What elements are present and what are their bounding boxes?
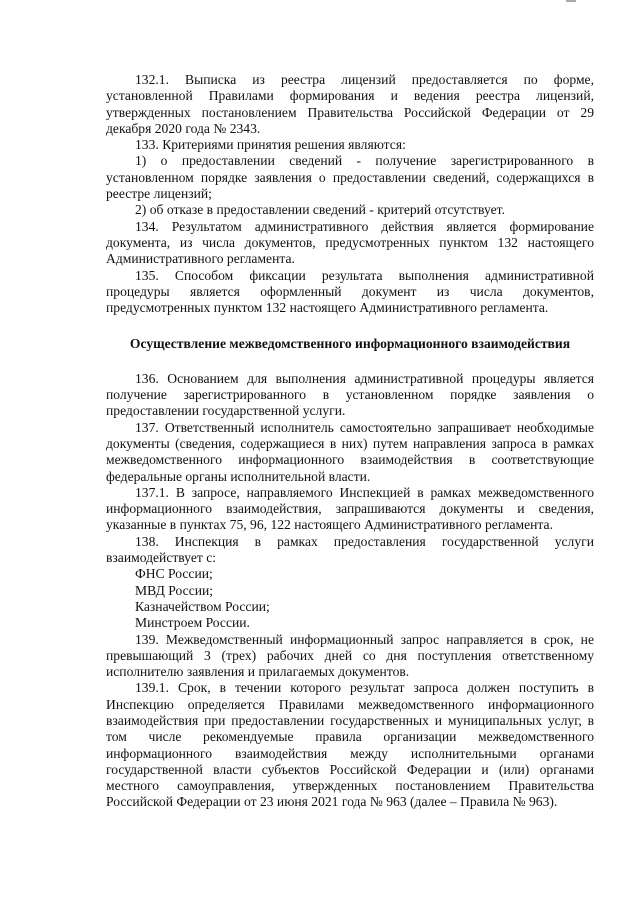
agency-item: ФНС России; — [135, 566, 213, 582]
agency-item: Казначейством России; — [135, 598, 270, 614]
paragraph-139-1: 139.1. Срок, в течении которого результат запроса должен поступить в Инспекцию определяется Правилами межведомственного информационного взаимодействия при предоставлении государственных и муниципальных услуг, в том числе рекомендуемые правила организации межведомственного информационного взаимодействия между исполнительными органами государственной власти субъектов Российской Федерации и (или) органами местного самоуправления, утвержденных постановлением Правительства Российской Федерации от 23 июня 2021 года № 963 (далее – Правила № 963). — [106, 680, 594, 810]
paragraph-132-1: 132.1. Выписка из реестра лицензий предоставляется по форме, установленной Правилами формирования и ведения реестра лицензий, утвержденных постановлением Правительства Российской Федерации от 29 декабря 2020 года № 2343. — [106, 72, 594, 136]
paragraph-133-item-2: 2) об отказе в предоставлении сведений - критерий отсутствует. — [135, 202, 505, 218]
paragraph-133: 133. Критериями принятия решения являются: — [135, 137, 406, 153]
paragraph-137-1: 137.1. В запросе, направляемого Инспекцией в рамках межведомственного информационного взаимодействия, запрашиваются документы и сведения, указанные в пунктах 75, 96, 122 настоящего Административного регламента. — [106, 484, 594, 533]
paragraph-138: 138. Инспекция в рамках предоставления государственной услуги взаимодействует с: — [106, 533, 594, 566]
paragraph-135: 135. Способом фиксации результата выполнения административной процедуры является оформленный документ из числа документов, предусмотренных пунктом 132 настоящего Административного регламента. — [106, 267, 594, 316]
corner-mark — [566, 0, 576, 3]
paragraph-139: 139. Межведомственный информационный запрос направляется в срок, не превышающий 3 (трех) рабочих дней со дня поступления ответственному исполнителю заявления и прилагаемых документов. — [106, 631, 594, 680]
section-heading: Осуществление межведомственного информационного взаимодействия — [129, 336, 571, 352]
agency-item: Минстроем России. — [135, 615, 250, 631]
agency-item: МВД России; — [135, 582, 214, 598]
agency-list — [106, 566, 594, 631]
paragraph-134: 134. Результатом административного действия является формирование документа, из числа документов, предусмотренных пунктом 132 настоящего Административного регламента. — [106, 218, 594, 267]
paragraph-137: 137. Ответственный исполнитель самостоятельно запрашивает необходимые документы (сведения, содержащиеся в них) путем направления запроса в рамках межведомственного информационного взаимодействия в соответствующие федеральные органы исполнительной власти. — [106, 419, 594, 484]
paragraph-133-item-1: 1) о предоставлении сведений - получение зарегистрированного в установленном порядке заявления о предоставлении сведений, содержащихся в реестре лицензий; — [106, 153, 594, 202]
document-body — [106, 72, 594, 811]
paragraph-136: 136. Основанием для выполнения административной процедуры является получение зарегистрированного в установленном порядке заявления о предоставлении государственной услуги. — [106, 370, 594, 419]
